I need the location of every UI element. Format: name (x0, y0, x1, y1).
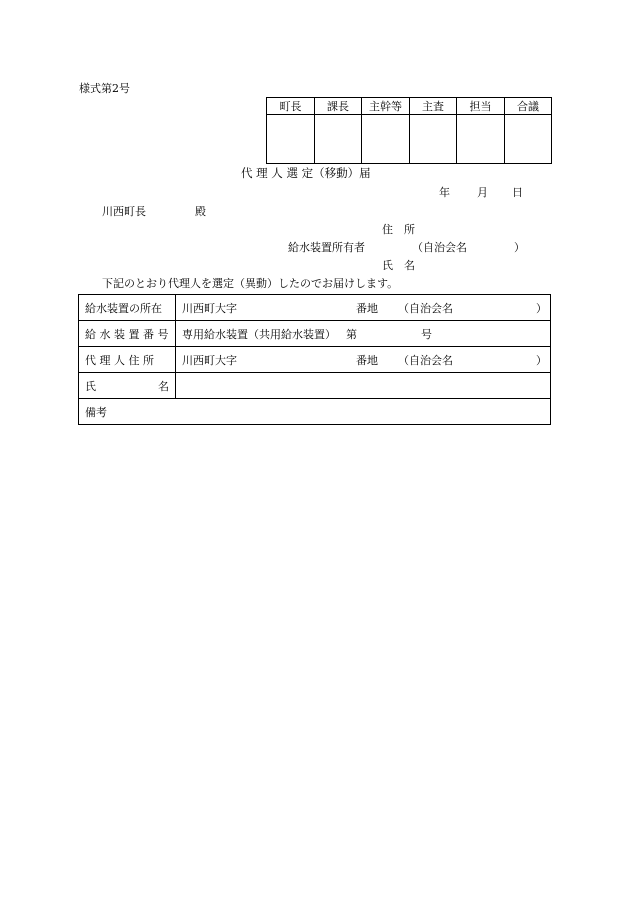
table-row (79, 347, 551, 373)
agent-name-value[interactable] (176, 373, 551, 399)
form-number: 様式第2号 (79, 82, 130, 95)
agent-address-assoc: （自治会名 (398, 353, 453, 367)
agent-address-label: 代 理 人 住 所 (79, 347, 176, 373)
stamp-box-chief-officer[interactable] (362, 115, 410, 164)
stamp-box-mayor[interactable] (267, 115, 315, 164)
applicant-assoc-close: ） (514, 241, 525, 254)
remarks-label: 備考 (85, 405, 107, 419)
agent-name-label-a: 氏 (85, 379, 96, 393)
approval-header-mayor: 町長 (267, 98, 315, 115)
document-title: 代 理 人 選 定（移動）届 (241, 166, 371, 180)
agent-name-label (79, 373, 176, 399)
agent-address-value[interactable] (176, 347, 551, 373)
statement-text: 下記のとおり代理人を選定（異動）したのでお届けします。 (102, 277, 399, 290)
location-assoc-close: ） (536, 301, 547, 315)
date-year-label: 年 (439, 186, 450, 199)
location-banchi: 番地 (356, 301, 378, 315)
details-table (78, 294, 551, 425)
date-day-label: 日 (512, 186, 523, 199)
stamp-box-staff[interactable] (457, 115, 505, 164)
approval-header-section-chief: 課長 (315, 98, 362, 115)
applicant-owner-label: 給水装置所有者 (288, 241, 365, 254)
device-number-value[interactable] (176, 321, 551, 347)
date-month-label: 月 (477, 186, 488, 199)
device-number-label: 給 水 装 置 番 号 (79, 321, 176, 347)
applicant-name-label: 氏 名 (382, 259, 415, 272)
location-town: 川西町大字 (182, 301, 237, 315)
remarks-cell[interactable] (79, 399, 551, 425)
addressee-honorific: 殿 (195, 205, 206, 218)
agent-name-label-b: 名 (158, 379, 169, 393)
applicant-assoc-label: （自治会名 (412, 241, 467, 254)
addressee-name: 川西町長 (102, 205, 146, 218)
approval-header-staff: 担当 (457, 98, 505, 115)
stamp-box-inspector[interactable] (410, 115, 457, 164)
device-number-go: 号 (421, 327, 432, 341)
location-value[interactable] (176, 295, 551, 321)
location-assoc: （自治会名 (398, 301, 453, 315)
approval-header-consultation: 合議 (505, 98, 552, 115)
device-number-dai: 第 (346, 327, 357, 341)
applicant-address-label: 住 所 (382, 223, 415, 236)
agent-address-assoc-close: ） (536, 353, 547, 367)
table-row (79, 295, 551, 321)
agent-address-town: 川西町大字 (182, 353, 237, 367)
stamp-box-section-chief[interactable] (315, 115, 362, 164)
table-row (79, 321, 551, 347)
approval-header-chief-officer: 主幹等 (362, 98, 410, 115)
table-row (79, 399, 551, 425)
table-row (79, 373, 551, 399)
approval-header-inspector: 主査 (410, 98, 457, 115)
location-label: 給水装置の所在 (79, 295, 176, 321)
approval-stamp-table (266, 97, 552, 164)
stamp-box-consultation[interactable] (505, 115, 552, 164)
agent-address-banchi: 番地 (356, 353, 378, 367)
device-type: 専用給水装置（共用給水装置） (182, 327, 336, 341)
